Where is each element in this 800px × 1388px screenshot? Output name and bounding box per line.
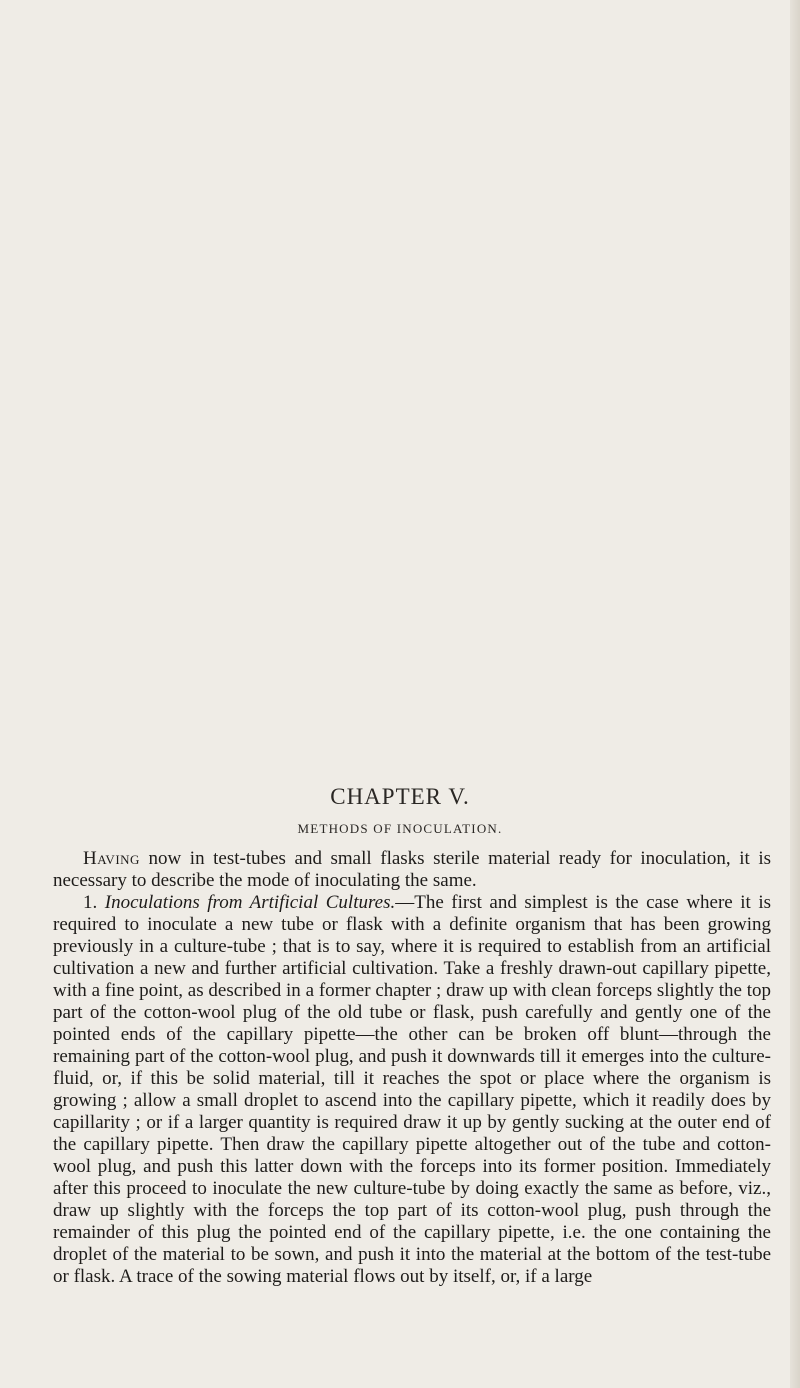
- paragraph-intro: [53, 848, 771, 892]
- paragraph-text: now in test-tubes and small flasks sterile material ready for inoculation, it is necessary to describe the mode of inoculating the same.: [53, 848, 771, 891]
- paragraph-lead-word: Having: [83, 848, 140, 869]
- chapter-heading: CHAPTER V.: [330, 784, 470, 809]
- section-heading: Inoculations from Artificial Cultures.: [104, 892, 396, 913]
- paragraph-text: —The first and simplest is the case where it is required to inoculate a new tube or flask with a definite organism that has been growing previously in a culture-tube ; that is to say, where it is required to establish from an artificial cultivation a new and further artificial cultivation. Take a freshly drawn-out capillary pipette, with a fine point, as described in a former chapter ; draw up with clean forceps slightly the top part of the cotton-wool plug of the old tube or flask, push carefully and gently one of the pointed ends of the capillary pipette—the other can be broken off blunt—through the remaining part of the cotton-wool plug, and push it downwards till it emerges into the culture-fluid, or, if this be solid material, till it reaches the spot or place where the organism is growing ; allow a small droplet to ascend into the capillary pipette, which it readily does by capillarity ; or if a larger quantity is required draw it up by gently sucking at the outer end of the capillary pipette. Then draw the capillary pipette altogether out of the tube and cotton-wool plug, and push this latter down with the forceps into its former position. Immediately after this proceed to inoculate the new culture-tube by doing exactly the same as before, viz., draw up slightly with the forceps the top part of its cotton-wool plug, push through the remainder of this plug the pointed end of the capillary pipette, i.e. the one containing the droplet of the material to be sown, and push it into the material at the bottom of the test-tube or flask. A trace of the sowing material flows out by itself, or, if a large: [53, 892, 771, 1287]
- chapter-title: METHODS OF INOCULATION.: [297, 821, 503, 836]
- section-number: 1.: [83, 892, 105, 913]
- body-text: [53, 848, 771, 1288]
- page-edge: [790, 0, 800, 1388]
- paragraph-inoculations: [53, 892, 771, 1288]
